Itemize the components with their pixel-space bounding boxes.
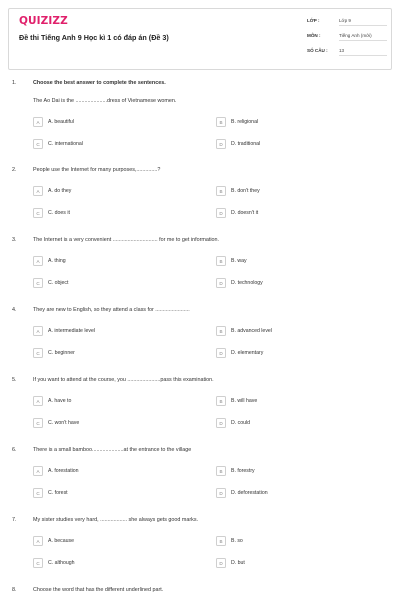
quizizz-logo: QUIZIZZ — [19, 15, 68, 27]
option-c[interactable] — [33, 348, 75, 358]
option-label: A. beautiful — [48, 119, 74, 125]
option-label: A. forestation — [48, 468, 79, 474]
option-d[interactable] — [216, 558, 245, 568]
question-number: 6. — [12, 447, 17, 453]
option-key-box: A — [33, 536, 43, 546]
option-key-box: A — [33, 326, 43, 336]
option-key-box: D — [216, 558, 226, 568]
option-label: B. way — [231, 258, 247, 264]
option-key-box: C — [33, 208, 43, 218]
option-key-box: C — [33, 139, 43, 149]
option-label: B. forestry — [231, 468, 255, 474]
option-key-box: B — [216, 536, 226, 546]
option-c[interactable] — [33, 278, 68, 288]
option-key-box: B — [216, 186, 226, 196]
option-d[interactable] — [216, 278, 263, 288]
option-a[interactable] — [33, 256, 66, 266]
option-label: C. although — [48, 560, 75, 566]
question-text: My sister studies very hard, .................. she always gets good marks. — [33, 517, 199, 523]
option-label: A. do they — [48, 188, 72, 194]
option-a[interactable] — [33, 396, 71, 406]
quiz-header — [8, 8, 392, 70]
meta-class-value: Lớp 9 — [339, 18, 387, 26]
option-label: B. don't they — [231, 188, 260, 194]
option-label: C. object — [48, 280, 69, 286]
option-key-box: B — [216, 466, 226, 476]
option-key-box: B — [216, 396, 226, 406]
option-key-box: B — [216, 326, 226, 336]
option-key-box: D — [216, 208, 226, 218]
option-key-box: C — [33, 348, 43, 358]
section-number: 1. — [12, 80, 17, 86]
meta-class-label: LỚP : — [307, 18, 320, 23]
option-key-box: C — [33, 558, 43, 568]
question-number: 8. — [12, 587, 17, 593]
option-b[interactable] — [216, 396, 257, 406]
option-label: D. deforestation — [231, 490, 268, 496]
meta-count-label: SỐ CÂU : — [307, 48, 328, 53]
question-number: 7. — [12, 517, 17, 523]
option-key-box: B — [216, 256, 226, 266]
question-text: Choose the word that has the different underlined part. — [33, 587, 164, 593]
option-a[interactable] — [33, 326, 95, 336]
option-key-box: A — [33, 256, 43, 266]
option-label: C. won't have — [48, 420, 80, 426]
option-label: C. does it — [48, 210, 70, 216]
question-number: 3. — [12, 237, 17, 243]
option-c[interactable] — [33, 139, 83, 149]
option-key-box: D — [216, 418, 226, 428]
option-key-box: C — [33, 278, 43, 288]
option-b[interactable] — [216, 536, 243, 546]
question-text: There is a small bamboo.....................at the entrance to the village — [33, 447, 192, 453]
question-text: The Ao Dai is the .....................dress of Vietnamese women. — [33, 98, 177, 104]
option-label: C. forest — [48, 490, 68, 496]
option-label: D. elementary — [231, 350, 264, 356]
option-a[interactable] — [33, 466, 79, 476]
option-d[interactable] — [216, 208, 258, 218]
option-key-box: A — [33, 186, 43, 196]
option-label: A. because — [48, 538, 74, 544]
option-label: D. but — [231, 560, 245, 566]
option-d[interactable] — [216, 488, 268, 498]
option-label: D. traditional — [231, 141, 261, 147]
meta-subject-value: Tiếng Anh (mới) — [339, 33, 387, 41]
option-d[interactable] — [216, 348, 263, 358]
question-number: 4. — [12, 307, 17, 313]
option-a[interactable] — [33, 536, 74, 546]
option-b[interactable] — [216, 186, 260, 196]
option-label: D. doesn't it — [231, 210, 259, 216]
option-c[interactable] — [33, 418, 79, 428]
option-key-box: A — [33, 466, 43, 476]
option-label: B. so — [231, 538, 243, 544]
option-key-box: B — [216, 117, 226, 127]
option-a[interactable] — [33, 117, 74, 127]
option-key-box: A — [33, 117, 43, 127]
option-label: C. international — [48, 141, 83, 147]
question-text: If you want to attend at the course, you ......................pass this examination. — [33, 377, 214, 383]
question-number: 5. — [12, 377, 17, 383]
option-key-box: C — [33, 488, 43, 498]
option-key-box: C — [33, 418, 43, 428]
document-title: Đề thi Tiếng Anh 9 Học kì 1 có đáp án (Đề 3) — [19, 33, 169, 42]
option-key-box: D — [216, 139, 226, 149]
option-label: B. advanced level — [231, 328, 272, 334]
option-d[interactable] — [216, 139, 260, 149]
option-d[interactable] — [216, 418, 250, 428]
question-text: The Internet is a very convenient .............................. for me to get information. — [33, 237, 220, 243]
option-c[interactable] — [33, 558, 75, 568]
question-text: They are new to English, so they attend a class for ....................... — [33, 307, 190, 313]
option-a[interactable] — [33, 186, 71, 196]
option-key-box: D — [216, 278, 226, 288]
option-b[interactable] — [216, 466, 255, 476]
option-label: A. intermediate level — [48, 328, 95, 334]
option-label: B. will have — [231, 398, 258, 404]
option-key-box: A — [33, 396, 43, 406]
question-text: People use the Internet for many purposes,..............? — [33, 167, 161, 173]
option-b[interactable] — [216, 326, 272, 336]
meta-count-value: 13 — [339, 48, 387, 56]
section-instruction: Choose the best answer to complete the sentences. — [33, 80, 166, 86]
option-label: A. thing — [48, 258, 66, 264]
meta-subject-label: MÔN : — [307, 33, 321, 38]
option-label: A. have to — [48, 398, 72, 404]
option-b[interactable] — [216, 256, 247, 266]
option-key-box: D — [216, 348, 226, 358]
option-c[interactable] — [33, 208, 70, 218]
option-key-box: D — [216, 488, 226, 498]
option-b[interactable] — [216, 117, 258, 127]
option-c[interactable] — [33, 488, 68, 498]
question-number: 2. — [12, 167, 17, 173]
option-label: D. technology — [231, 280, 263, 286]
option-label: B. religional — [231, 119, 259, 125]
option-label: C. beginner — [48, 350, 75, 356]
option-label: D. could — [231, 420, 251, 426]
